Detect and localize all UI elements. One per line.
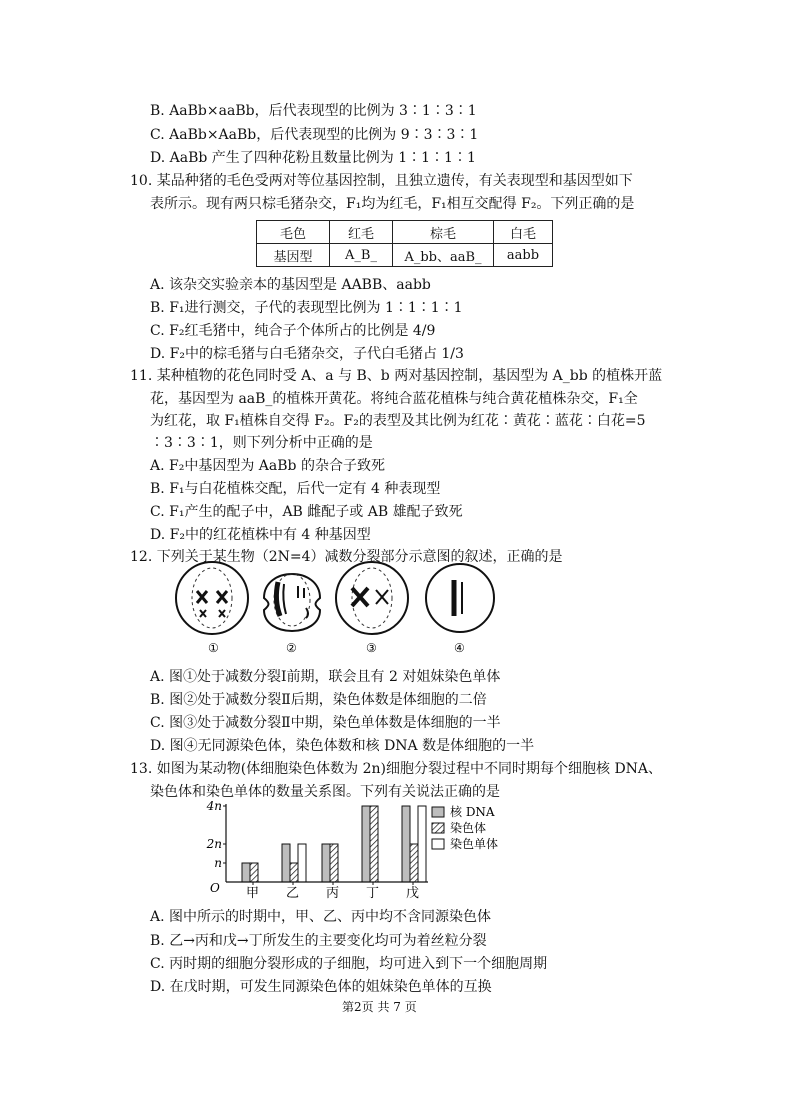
- q12-option-d: D. 图④无同源染色体，染色体数和核 DNA 数是体细胞的一半: [150, 738, 535, 754]
- q13-option-a: A. 图中所示的时期中，甲、乙、丙中均不含同源染色体: [150, 909, 492, 925]
- table-cell: 棕毛: [393, 221, 494, 244]
- page-footer: 第2页 共 7 页: [342, 1000, 417, 1014]
- table-cell: 白毛: [494, 221, 553, 244]
- cell-diagram-3: [336, 562, 408, 634]
- q10-option-b: B. F₁进行测交，子代的表现型比例为 1∶1∶1∶1: [150, 300, 463, 316]
- diagram-label-2: ②: [286, 641, 297, 655]
- x-tick-label: 乙: [286, 886, 300, 901]
- q9-option-b: B. AaBb×aaBb，后代表现型的比例为 3∶1∶3∶1: [150, 103, 477, 119]
- bar-染色体-丁: [370, 806, 378, 882]
- q11-stem-line1: 11. 某种植物的花色同时受 A、a 与 B、b 两对基因控制，基因型为 A_bb 的植株开蓝: [130, 368, 663, 384]
- legend-label: 染色单体: [450, 837, 499, 851]
- table-cell: 基因型: [257, 244, 330, 267]
- q10-option-c: C. F₂红毛猪中，纯合子个体所占的比例是 4/9: [150, 323, 436, 339]
- q10-stem-line1: 10. 某品种猪的毛色受两对等位基因控制，且独立遗传，有关表现型和基因型如下: [130, 173, 633, 189]
- q13-stem-line2: 染色体和染色单体的数量关系图。下列有关说法正确的是: [150, 784, 500, 800]
- q13-option-b: B. 乙→丙和戊→丁所发生的主要变化均可为着丝粒分裂: [150, 933, 487, 949]
- q11-stem-line3: 为红花，取 F₁植株自交得 F₂。F₂的表型及其比例为红花∶黄花∶蓝花∶白花=5: [150, 413, 646, 429]
- q13-option-d: D. 在戊时期，可发生同源染色体的姐妹染色单体的互换: [150, 979, 492, 995]
- bar-染色单体-乙: [298, 844, 306, 882]
- cell-diagram-1: [176, 562, 248, 634]
- y-tick-label: 2n: [206, 837, 222, 851]
- bar-染色单体-戊: [418, 806, 426, 882]
- bar-染色体-甲: [250, 863, 258, 882]
- diagram-label-4: ④: [454, 641, 465, 655]
- genotype-table-row: [257, 244, 553, 267]
- meiosis-diagrams: [170, 558, 500, 658]
- x-tick-label: 丁: [366, 886, 380, 901]
- table-cell: A_bb、aaB_: [393, 244, 494, 267]
- legend-label: 核 DNA: [450, 805, 495, 819]
- y-tick-label: 4n: [206, 800, 222, 813]
- q10-stem-line2: 表所示。现有两只棕毛猪杂交，F₁均为红毛，F₁相互交配得 F₂。下列正确的是: [150, 196, 635, 212]
- diagram-label-3: ③: [366, 641, 377, 655]
- bar-核DNA-丙: [322, 844, 330, 882]
- q11-option-a: A. F₂中基因型为 AaBb 的杂合子致死: [150, 458, 385, 474]
- x-tick-label: 甲: [246, 886, 260, 901]
- bar-核DNA-丁: [362, 806, 370, 882]
- q10-option-d: D. F₂中的棕毛猪与白毛猪杂交，子代白毛猪占 1/3: [150, 346, 464, 362]
- x-tick-label: 戊: [406, 886, 420, 901]
- legend-label: 染色体: [450, 821, 487, 835]
- genotype-table: [256, 220, 553, 267]
- q12-option-c: C. 图③处于减数分裂Ⅱ中期，染色单体数是体细胞的一半: [150, 715, 501, 731]
- legend-swatch: [432, 823, 444, 833]
- y-tick-label: n: [214, 856, 222, 870]
- q13-stem-line1: 13. 如图为某动物(体细胞染色体数为 2n)细胞分裂过程中不同时期每个细胞核 DNA、: [130, 761, 663, 777]
- bar-核DNA-甲: [242, 863, 250, 882]
- table-cell: 毛色: [257, 221, 330, 244]
- table-cell: A_B_: [330, 244, 393, 267]
- q11-stem-line2: 花，基因型为 aaB_的植株开黄花。将纯合蓝花植株与纯合黄花植株杂交，F₁全: [150, 391, 638, 407]
- legend-swatch: [432, 807, 444, 817]
- x-tick-label: 丙: [326, 886, 340, 901]
- bar-核DNA-戊: [402, 806, 410, 882]
- table-cell: aabb: [494, 244, 553, 267]
- cell-diagram-2: [264, 574, 320, 631]
- q11-option-d: D. F₂中的红花植株中有 4 种基因型: [150, 527, 371, 543]
- dna-chromosome-bar-chart: [196, 800, 526, 902]
- q13-option-c: C. 丙时期的细胞分裂形成的子细胞，均可进入到下一个细胞周期: [150, 956, 548, 972]
- q11-stem-line4: ∶3∶3∶1，则下列分析中正确的是: [150, 435, 373, 451]
- legend-swatch: [432, 839, 444, 849]
- bar-染色体-乙: [290, 863, 298, 882]
- bar-染色体-戊: [410, 844, 418, 882]
- q10-option-a: A. 该杂交实验亲本的基因型是 AABB、aabb: [150, 277, 431, 293]
- q9-option-d: D. AaBb 产生了四种花粉且数量比例为 1∶1∶1∶1: [150, 150, 476, 166]
- cell-diagram-4: [426, 564, 494, 632]
- q12-option-a: A. 图①处于减数分裂Ⅰ前期，联会且有 2 对姐妹染色单体: [150, 669, 501, 685]
- q12-option-b: B. 图②处于减数分裂Ⅱ后期，染色体数是体细胞的二倍: [150, 692, 487, 708]
- bar-核DNA-乙: [282, 844, 290, 882]
- q9-option-c: C. AaBb×AaBb，后代表现型的比例为 9∶3∶3∶1: [150, 127, 479, 143]
- q11-option-b: B. F₁与白花植株交配，后代一定有 4 种表现型: [150, 481, 441, 497]
- diagram-label-1: ①: [208, 641, 219, 655]
- genotype-table-header: [257, 221, 553, 244]
- table-cell: 红毛: [330, 221, 393, 244]
- q11-option-c: C. F₁产生的配子中，AB 雌配子或 AB 雄配子致死: [150, 504, 463, 520]
- q12-stem-line1: 12. 下列关于某生物（2N=4）减数分裂部分示意图的叙述，正确的是: [130, 549, 563, 565]
- origin-label: O: [210, 881, 220, 895]
- bar-染色体-丙: [330, 844, 338, 882]
